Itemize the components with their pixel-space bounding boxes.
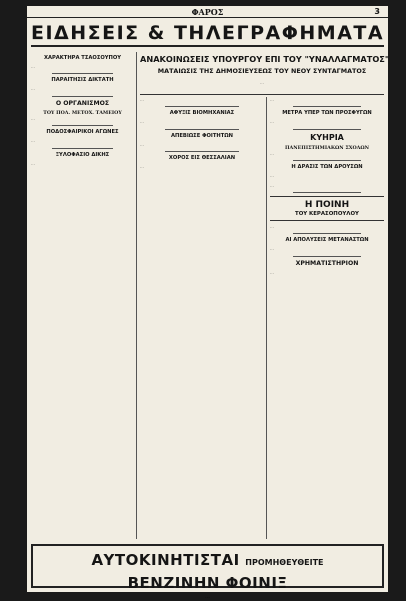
article-subheadline: ΤΟΥ ΠΟΛ. ΜΕΤΟΧ. ΤΑΜΕΙΟΥ — [43, 109, 122, 116]
article-body: … — [270, 182, 274, 188]
article-headline: ΑΦΥΞΙΣ ΒΙΟΜΗΧΑΝΙΑΣ — [169, 110, 235, 117]
article-divider — [52, 96, 114, 97]
article — [270, 110, 384, 124]
article-body: … — [31, 86, 35, 92]
article — [270, 183, 384, 188]
article — [270, 260, 384, 275]
lead-story-header — [140, 53, 390, 95]
article — [31, 129, 134, 143]
boxed-headline — [270, 196, 384, 221]
article-divider — [52, 125, 114, 126]
article — [31, 77, 134, 91]
article-subheadline: ΠΑΝΕΠΙΣΤΗΜΙΑΚΩΝ ΣΧΟΛΩΝ — [285, 144, 369, 151]
article-body: … — [31, 115, 35, 121]
article — [140, 110, 264, 124]
article-body: … — [270, 150, 274, 156]
article-body: … — [270, 246, 274, 252]
article-headline: ΧΡΗΜΑΤΙΣΤΗΡΙΟΝ — [295, 259, 359, 267]
column-left — [31, 52, 134, 539]
column-rule — [136, 52, 137, 539]
article-divider — [293, 106, 361, 107]
article-body: … — [31, 160, 35, 166]
article-body: … — [140, 119, 144, 125]
article-divider — [52, 73, 114, 74]
article-body: … — [270, 224, 274, 230]
column-right-lower — [270, 183, 384, 276]
article-headline: ΧΑΡΑΚΤΗΡΑ ΤΣΑΟΣΟΥΠΟΥ — [43, 55, 122, 61]
article — [270, 196, 384, 229]
article-body: … — [140, 97, 144, 102]
article — [31, 152, 134, 166]
column-right-upper — [270, 97, 384, 179]
article — [31, 100, 134, 121]
ad-product-name: ΒΕΝΖΙΝΗΝ ΦΟΙΝΙΞ — [127, 574, 288, 592]
article — [31, 55, 134, 69]
article-divider — [165, 151, 239, 152]
article-divider — [293, 256, 361, 257]
advertisement — [31, 544, 384, 600]
article-divider — [165, 129, 239, 130]
article — [140, 133, 264, 147]
article — [270, 237, 384, 251]
article-headline: ΚΥΗΡΙΑ — [310, 132, 344, 142]
article-headline: ΠΑΡΑΙΤΗΣΙΣ ΔΙΚΤΑΤΗ — [51, 77, 114, 84]
article-headline: Η ΔΡΑΣΙΣ ΤΩΝ ΔΡΟΥΣΩΝ — [291, 164, 363, 171]
article-headline: ΠΟΔΟΣΦΑΙΡΙΚΟΙ ΑΓΩΝΕΣ — [46, 129, 119, 136]
masthead — [27, 6, 388, 18]
section-banner: ΕΙΔΗΣΕΙΣ & ΤΗΛΕΓΡΑΦΗΜΑΤΑ — [31, 19, 384, 47]
article-body: … — [270, 173, 274, 179]
ad-word-2: ΠΡΟΜΗΘΕΥΘΕΙΤΕ — [245, 558, 324, 567]
article-headline: ΑΙ ΑΠΟΛΥΣΕΙΣ ΜΕΤΑΝΑΣΤΩΝ — [285, 237, 369, 244]
article — [270, 164, 384, 178]
ad-product — [33, 573, 382, 592]
column-middle — [140, 97, 264, 584]
lead-dateline: … — [260, 80, 264, 85]
article-body: … — [140, 141, 144, 147]
article-divider — [293, 192, 361, 193]
article-divider — [52, 148, 114, 149]
article-headline: ΞΥΛΟΦΑΣΙΟ ΔΙΚΗΣ — [55, 151, 110, 158]
article-body: … — [270, 97, 274, 102]
article — [140, 155, 264, 169]
newspaper-page — [27, 6, 390, 600]
column-right — [270, 97, 384, 584]
article-subheadline: ΤΟΥ ΚΕΡΑΣΟΠΟΥΛΟΥ — [295, 211, 359, 218]
article-body: … — [140, 164, 144, 170]
article — [140, 97, 264, 102]
article-divider — [293, 233, 361, 234]
article-divider — [293, 129, 361, 130]
lead-subheadline: ΜΑΤΑΙΩΣΙΣ ΤΗΣ ΔΗΜΟΣΙΕΥΣΕΩΣ ΤΟΥ ΝΕΟΥ ΣΥΝΤΑΓΜΑΤΟΣ — [157, 67, 367, 75]
ad-footer: … — [204, 594, 211, 600]
article — [270, 97, 384, 102]
article-headline: Ο ΟΡΓΑΝΙΣΜΟΣ — [55, 99, 110, 107]
page-number: 3 — [374, 7, 380, 16]
ad-word-1: ΑΥΤΟΚΙΝΗΤΙΣΤΑΙ — [91, 551, 240, 569]
article-headline: ΧΟΡΟΣ ΕΙΣ ΘΕΣΣΑΛΙΑΝ — [168, 155, 236, 162]
article-divider — [293, 160, 361, 161]
article-body: … — [270, 269, 274, 275]
article-headline: Η ΠΟΙΝΗ — [304, 200, 350, 211]
article-divider — [165, 106, 239, 107]
lead-headline: ΑΝΑΚΟΙΝΩΣΕΙΣ ΥΠΟΥΡΓΟΥ ΕΠΙ ΤΟΥ "ΥΝΑΛΛΑΓΜΑΤΟΣ" — [140, 54, 390, 64]
article — [270, 133, 384, 156]
article-body: … — [31, 64, 35, 69]
paper-name: ΦΑΡΟΣ — [191, 7, 224, 17]
column-rule — [266, 97, 267, 539]
ad-headline — [33, 550, 382, 569]
article-headline: ΜΕΤΡΑ ΥΠΕΡ ΤΩΝ ΠΡΟΣΦΥΓΩΝ — [282, 110, 372, 117]
article-body: … — [270, 119, 274, 125]
article-body: … — [31, 138, 35, 144]
article-headline: ΑΠΕΒΙΩΣΕ ΦΟΙΤΗΤΩΝ — [170, 132, 233, 139]
